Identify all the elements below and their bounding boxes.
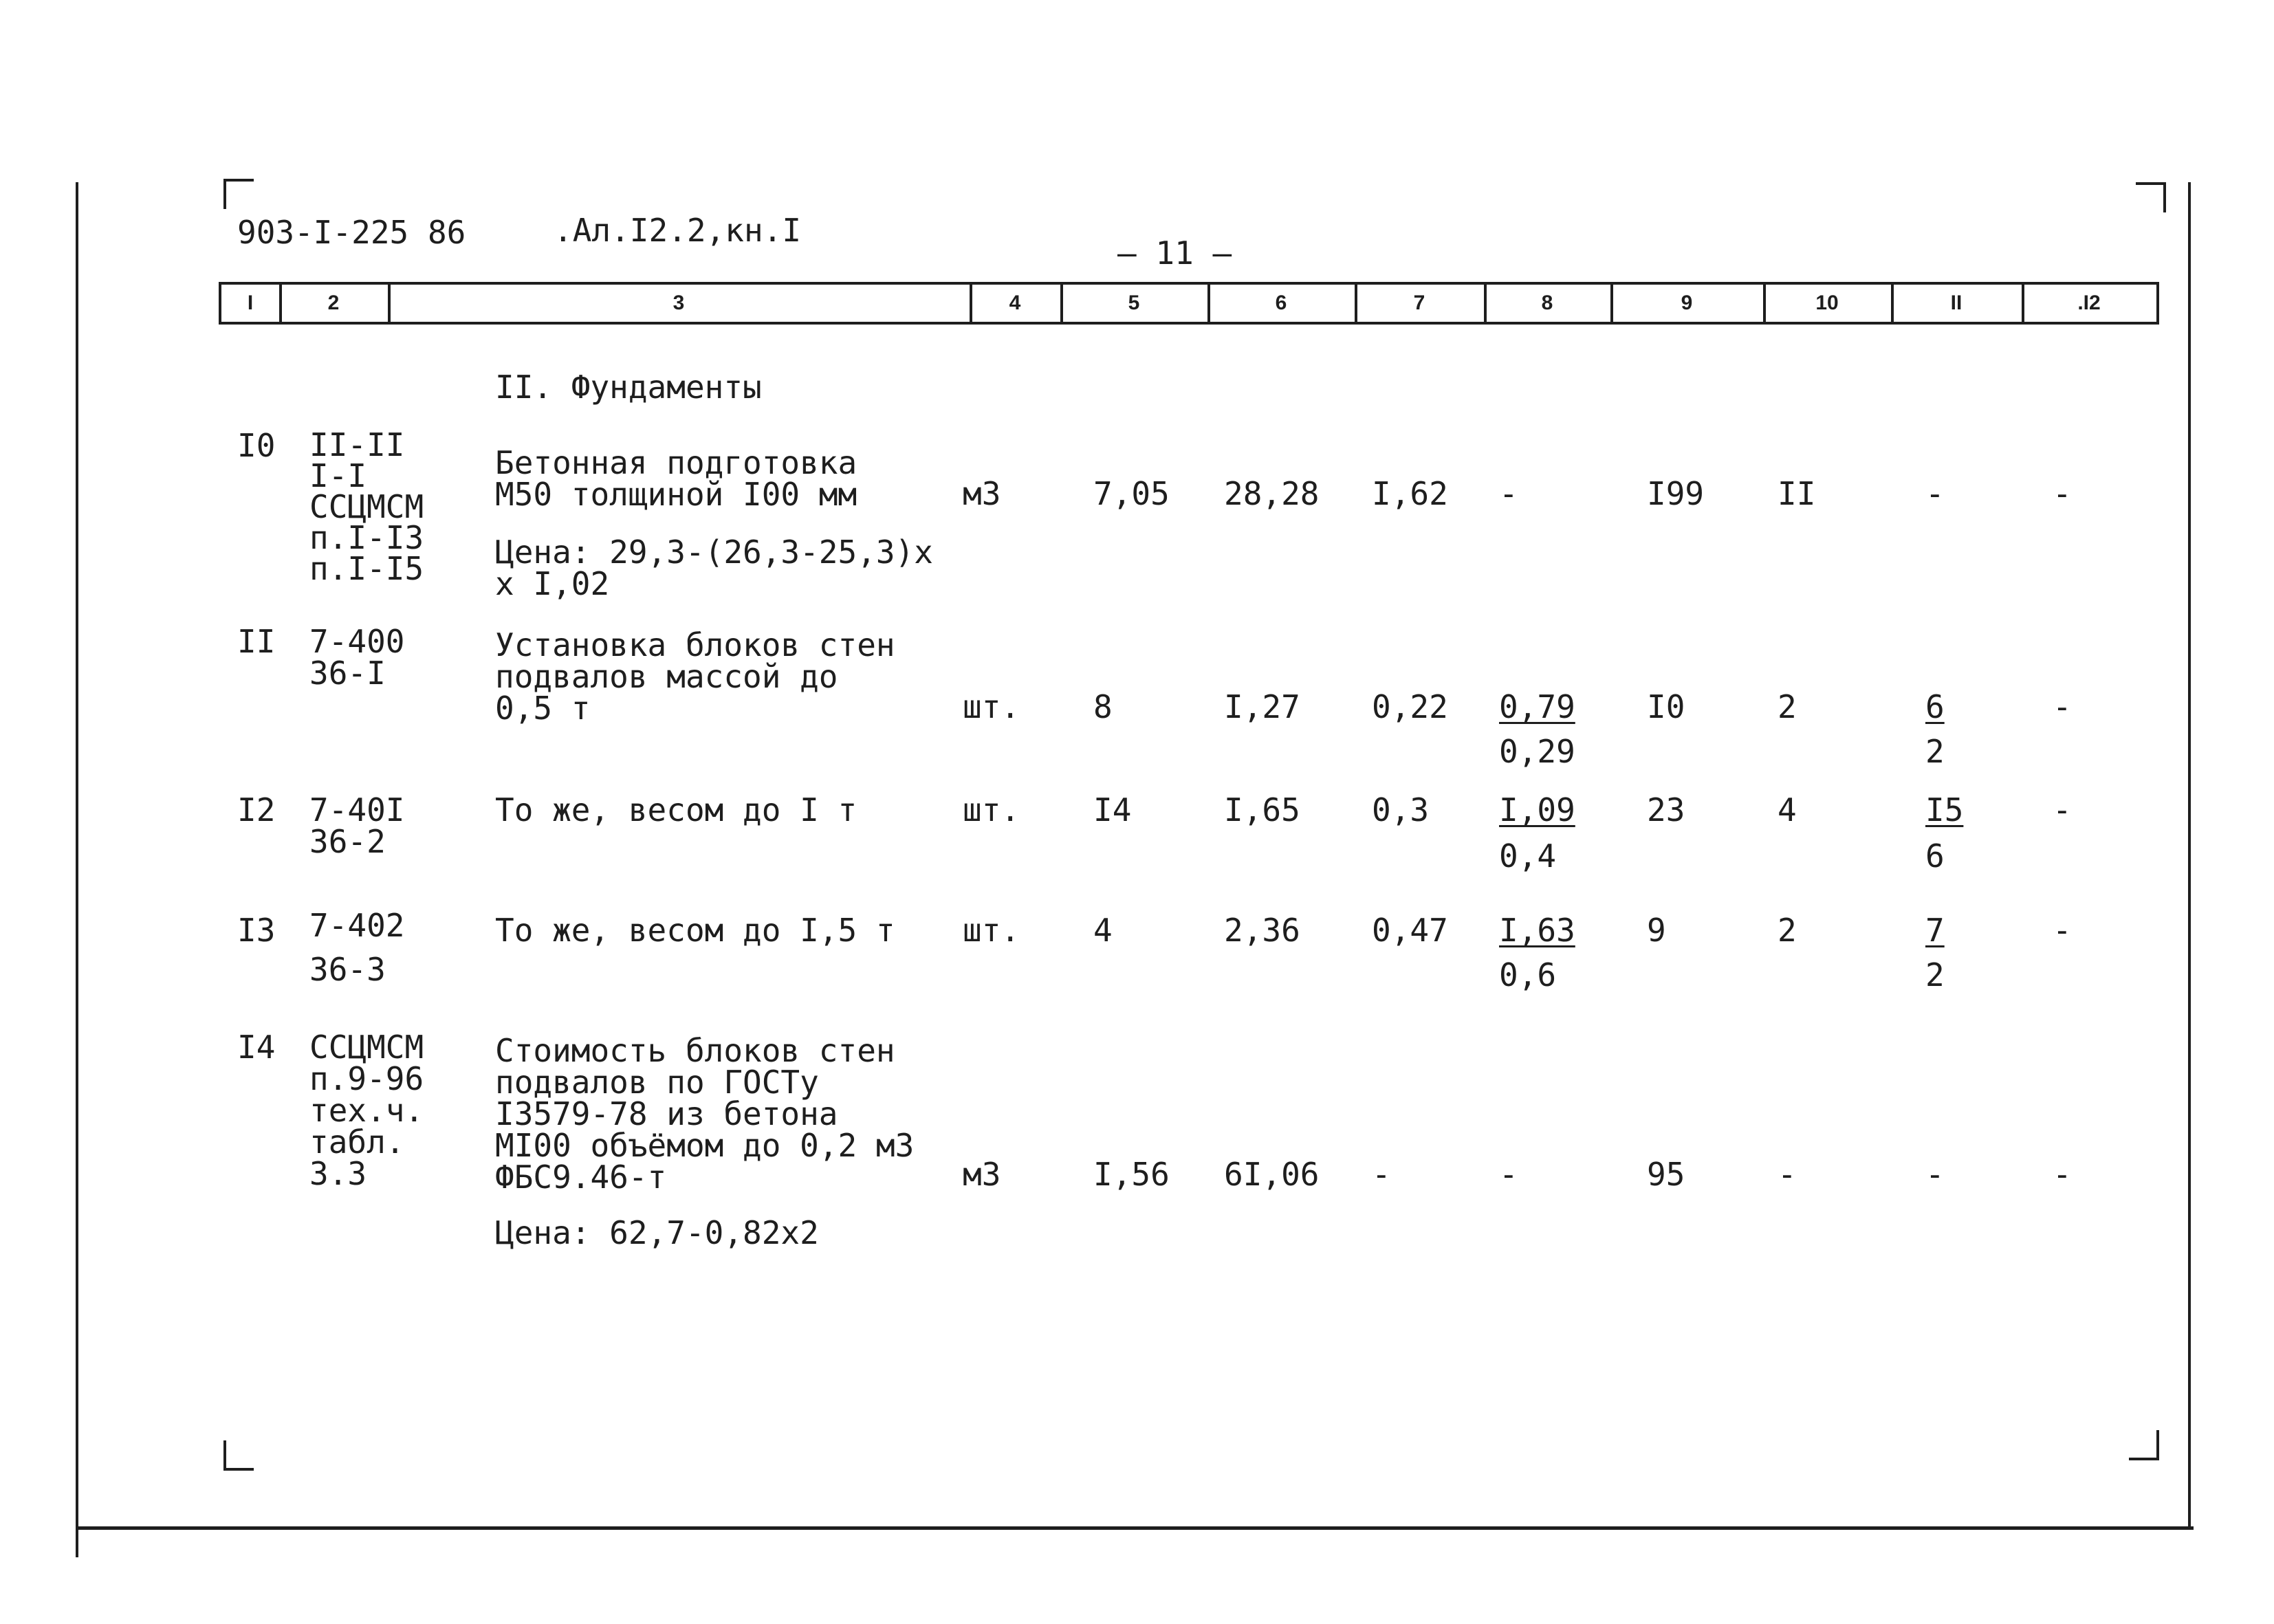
col7-value: I,62 (1372, 475, 1448, 512)
rate-code: ССЦМСМ п.9-96 тех.ч. табл. 3.3 (309, 1029, 424, 1192)
frame-bottom-border (76, 1526, 2194, 1530)
row-number: I0 (237, 427, 276, 464)
col11-numerator: 6 (1925, 688, 1945, 725)
col8-value: - (1499, 475, 1518, 512)
unit: м3 (963, 475, 1001, 512)
col9-value: I99 (1647, 475, 1705, 512)
col10-value: - (1778, 1156, 1797, 1193)
work-description: Стоимость блоков стен подвалов по ГОСТу I3579-78 из бетона МI00 объёмом до 0,2 м3 ФБС9.46-т (495, 1032, 915, 1196)
col7-value: 0,47 (1372, 912, 1448, 949)
col10-value: 2 (1778, 688, 1797, 725)
col12-value: - (2053, 688, 2072, 725)
row-number: II (237, 623, 276, 660)
unit: м3 (963, 1156, 1001, 1193)
col12-value: - (2053, 912, 2072, 949)
row-number: I2 (237, 791, 276, 829)
column-number: 9 (1681, 292, 1693, 314)
col6-value: 6I,06 (1224, 1156, 1320, 1193)
col6-value: I,27 (1224, 688, 1300, 725)
col11-value: - (1925, 1156, 1945, 1193)
col10-value: II (1778, 475, 1816, 512)
unit: шт. (963, 688, 1020, 725)
work-description: Бетонная подготовка М50 толщиной I00 мм (495, 444, 857, 513)
column-number: I (247, 292, 254, 314)
col8-denominator: 0,4 (1499, 837, 1557, 875)
col11-numerator: I5 (1925, 791, 1964, 829)
col12-value: - (2053, 1156, 2072, 1193)
column-number: 4 (1009, 292, 1021, 314)
col11-denominator: 2 (1925, 956, 1945, 994)
col6-value: 28,28 (1224, 475, 1320, 512)
col12-value: - (2053, 791, 2072, 829)
rate-code: 7-402 36-3 (309, 907, 405, 988)
rate-code: II-II I-I ССЦМСМ п.I-I3 п.I-I5 (309, 426, 424, 587)
frame-left-border (76, 182, 78, 1557)
col8-denominator: 0,29 (1499, 733, 1575, 770)
col7-value: 0,3 (1372, 791, 1430, 829)
quantity: 4 (1093, 912, 1113, 949)
corner-mark-bottom-left (223, 1440, 254, 1471)
price-formula: Цена: 62,7-0,82x2 (495, 1214, 819, 1251)
row-number: I4 (237, 1029, 276, 1066)
col8-numerator: I,09 (1499, 791, 1575, 829)
column-number: 3 (673, 292, 685, 314)
column-number: II (1950, 292, 1963, 314)
col6-value: 2,36 (1224, 912, 1300, 949)
corner-mark-top-right (2136, 182, 2166, 212)
quantity: I,56 (1093, 1156, 1170, 1193)
quantity: 7,05 (1093, 475, 1170, 512)
column-number: 7 (1413, 292, 1425, 314)
album-reference: .Ал.I2.2,кн.I (554, 212, 802, 249)
row-number: I3 (237, 912, 276, 949)
unit: шт. (963, 791, 1020, 829)
col6-value: I,65 (1224, 791, 1300, 829)
rate-code: 7-40I 36-2 (309, 791, 405, 860)
column-number: 10 (1815, 292, 1839, 314)
col8-numerator: 0,79 (1499, 688, 1575, 725)
col7-value: 0,22 (1372, 688, 1448, 725)
quantity: I4 (1093, 791, 1132, 829)
col11-denominator: 2 (1925, 733, 1945, 770)
col11-value: - (1925, 475, 1945, 512)
corner-mark-top-left (223, 179, 254, 209)
price-formula: Цена: 29,3-(26,3-25,3)x x I,02 (495, 534, 933, 602)
col10-value: 2 (1778, 912, 1797, 949)
quantity: 8 (1093, 688, 1113, 725)
rate-code: 7-400 36-I (309, 623, 405, 692)
work-description: То же, весом до I,5 т (495, 912, 895, 949)
column-number: .I2 (2077, 292, 2101, 314)
col8-numerator: I,63 (1499, 912, 1575, 949)
col8-value: - (1499, 1156, 1518, 1193)
page-number: — 11 — (1117, 234, 1232, 272)
work-description: То же, весом до I т (495, 791, 857, 829)
col11-denominator: 6 (1925, 837, 1945, 875)
col9-value: I0 (1647, 688, 1685, 725)
document-code: 903-I-225 86 (237, 214, 466, 251)
column-number: 8 (1541, 292, 1553, 314)
section-title: II. Фундаменты (495, 369, 762, 406)
col12-value: - (2053, 475, 2072, 512)
column-number: 2 (327, 292, 340, 314)
col9-value: 23 (1647, 791, 1685, 829)
unit: шт. (963, 912, 1020, 949)
col9-value: 9 (1647, 912, 1666, 949)
corner-mark-bottom-right (2129, 1430, 2159, 1460)
col10-value: 4 (1778, 791, 1797, 829)
column-header-row (219, 282, 2159, 325)
frame-right-border (2188, 182, 2191, 1530)
col7-value: - (1372, 1156, 1391, 1193)
column-number: 5 (1128, 292, 1140, 314)
col8-denominator: 0,6 (1499, 956, 1557, 994)
col11-numerator: 7 (1925, 912, 1945, 949)
work-description: Установка блоков стен подвалов массой до 0,5 т (495, 626, 895, 727)
column-number: 6 (1275, 292, 1287, 314)
col9-value: 95 (1647, 1156, 1685, 1193)
